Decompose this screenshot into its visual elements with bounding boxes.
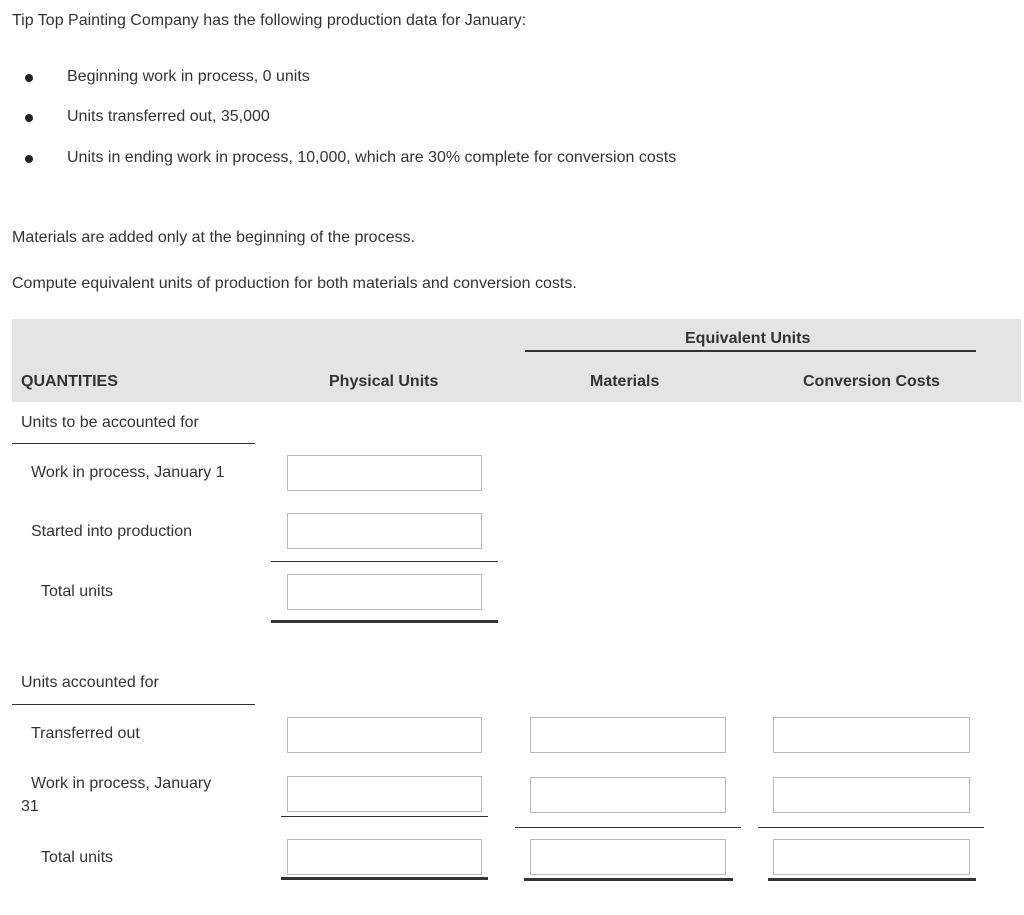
equivalent-units-underline [525, 350, 976, 352]
total-rule [271, 620, 498, 623]
wip-jan31-materials-input[interactable] [530, 777, 726, 813]
row-label-wip-jan31: Work in process, January [31, 775, 212, 792]
physical-units-header: Physical Units [329, 373, 439, 390]
wip-jan31-physical-input[interactable] [287, 776, 482, 812]
row-label-wip-jan31-cont: 31 [21, 798, 39, 815]
total-units-physical-input-1[interactable] [287, 574, 482, 610]
instruction-text: Compute equivalent units of production for both materials and conversion costs. [12, 275, 577, 292]
total-rule [768, 878, 976, 881]
equivalent-units-header: Equivalent Units [685, 330, 811, 347]
total-rule [281, 877, 488, 880]
total-units-materials-input[interactable] [530, 839, 726, 875]
subtotal-rule [281, 816, 488, 817]
section-divider [12, 704, 255, 705]
transferred-out-conversion-input[interactable] [773, 717, 970, 753]
total-rule [524, 878, 733, 881]
subtotal-rule [758, 827, 984, 828]
started-physical-input[interactable] [287, 513, 482, 549]
bullet-icon [25, 74, 33, 82]
section-title-to-be-accounted: Units to be accounted for [21, 414, 199, 431]
subtotal-rule [515, 827, 741, 828]
transferred-out-materials-input[interactable] [530, 717, 726, 753]
wip-jan31-conversion-input[interactable] [773, 777, 970, 813]
bullet-beginning-wip: Beginning work in process, 0 units [67, 68, 310, 85]
problem-intro: Tip Top Painting Company has the following production data for January: [12, 12, 527, 29]
subtotal-rule [271, 561, 498, 562]
bullet-transferred-out: Units transferred out, 35,000 [67, 108, 270, 125]
conversion-costs-header: Conversion Costs [803, 373, 940, 390]
row-label-total-units-2: Total units [41, 849, 114, 866]
bullet-icon [25, 155, 33, 163]
section-divider [12, 443, 255, 444]
wip-jan1-physical-input[interactable] [287, 455, 482, 491]
row-label-wip-jan1: Work in process, January 1 [31, 464, 225, 481]
total-units-physical-input-2[interactable] [287, 839, 482, 875]
materials-header: Materials [590, 373, 660, 390]
row-label-total-units-1: Total units [41, 583, 114, 600]
total-units-conversion-input[interactable] [773, 839, 970, 875]
row-label-transferred-out: Transferred out [31, 725, 140, 742]
transferred-out-physical-input[interactable] [287, 717, 482, 753]
materials-note: Materials are added only at the beginning of the process. [12, 229, 415, 246]
section-title-accounted: Units accounted for [21, 674, 159, 691]
quantities-header: QUANTITIES [21, 373, 118, 390]
bullet-icon [25, 114, 33, 122]
row-label-started: Started into production [31, 523, 192, 540]
bullet-ending-wip: Units in ending work in process, 10,000, which are 30% complete for conversion costs [67, 149, 677, 166]
